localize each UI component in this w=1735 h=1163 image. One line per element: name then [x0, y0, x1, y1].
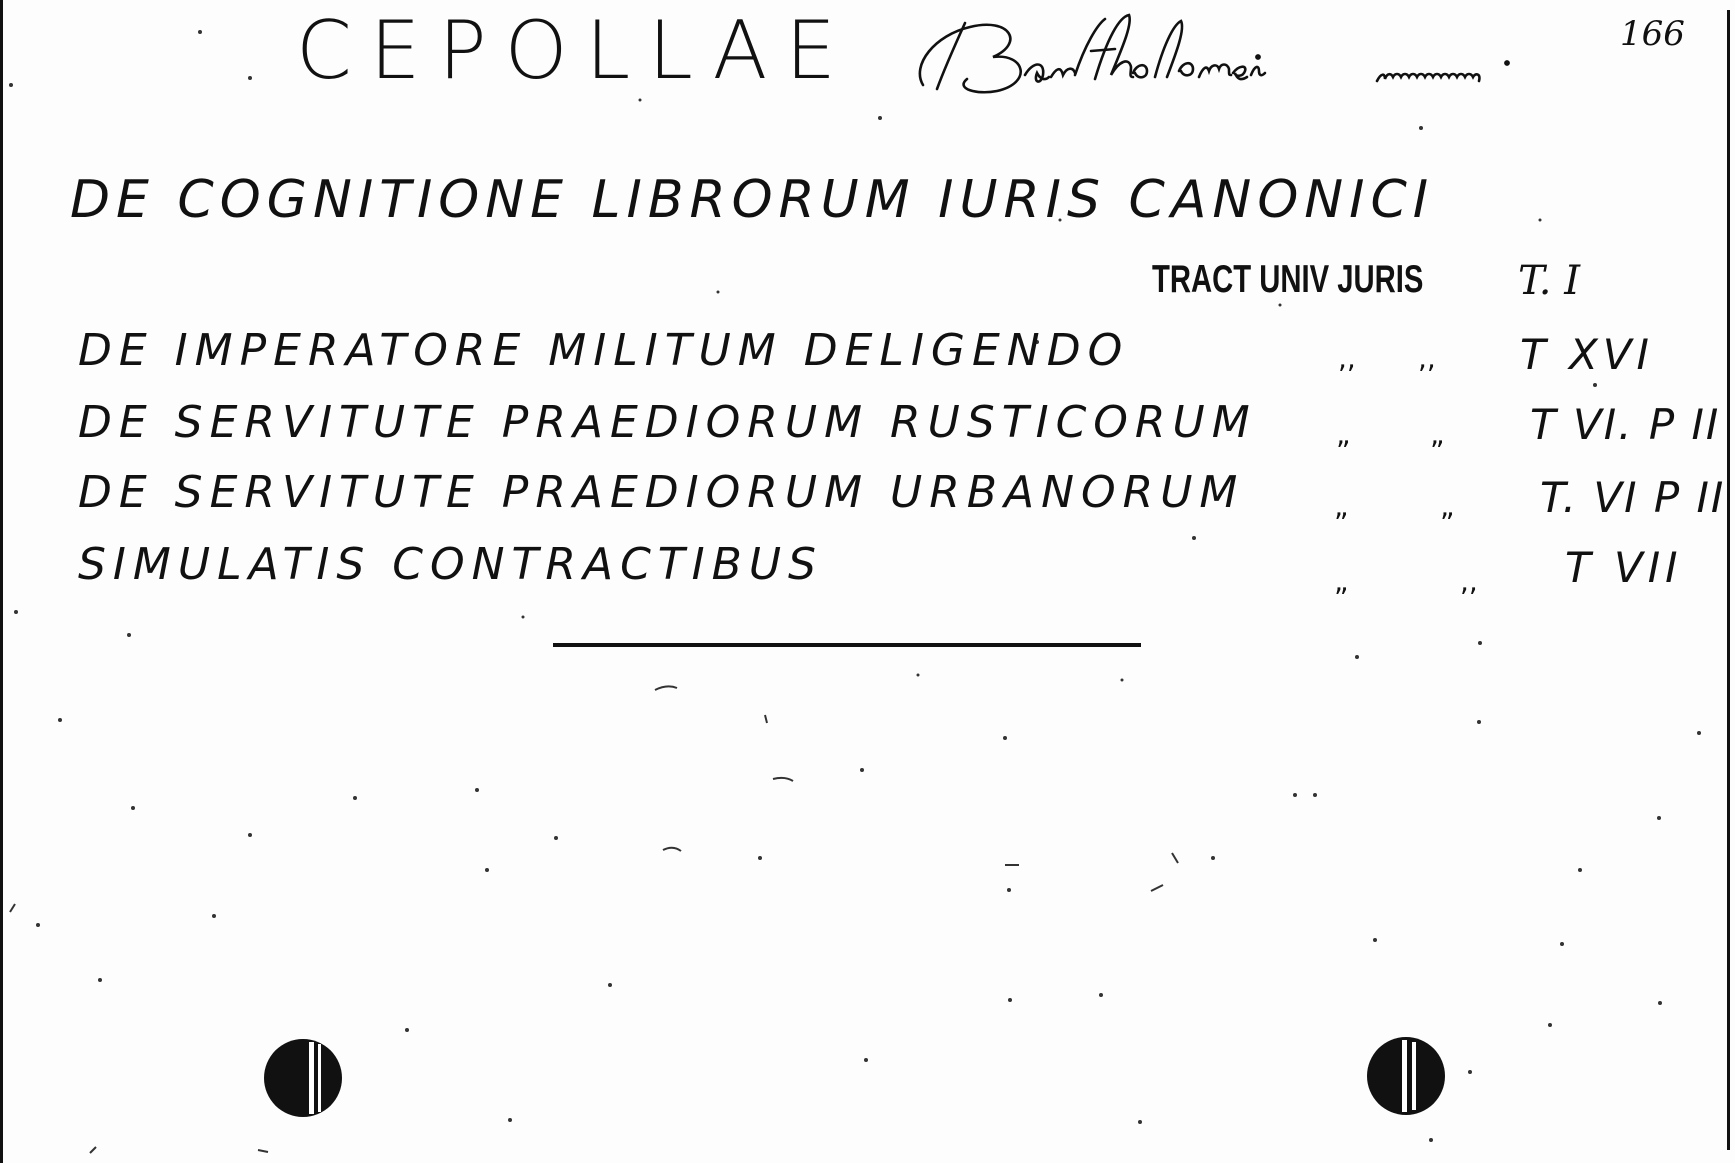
entry-title: DE SERVITUTE PRAEDIORUM URBANORUM: [78, 467, 1245, 518]
entry-volume: T VI. P II: [1530, 400, 1721, 449]
series-volume: T. I: [1518, 258, 1581, 304]
entry-volume: T VII: [1565, 543, 1683, 592]
entry-ditto: „: [1334, 565, 1349, 598]
entry-title: DE SERVITUTE PRAEDIORUM RUSTICORUM: [78, 397, 1257, 448]
entry-title: DE IMPERATORE MILITUM DELIGENDO: [78, 325, 1130, 376]
header-line: DE COGNITIONE LIBRORUM IURIS CANONICI: [70, 170, 1435, 230]
entry-ditto: „: [1334, 490, 1349, 523]
punch-hole-left: [263, 1038, 343, 1118]
punch-hole-right: [1366, 1036, 1446, 1116]
divider-rule: [553, 643, 1141, 647]
handwritten-given-name: [915, 5, 1645, 115]
entry-ditto: „: [1440, 490, 1455, 523]
entry-volume: T. VI P II: [1540, 473, 1726, 522]
entry-title: SIMULATIS CONTRACTIBUS: [78, 539, 823, 590]
entry-ditto: ,,: [1338, 342, 1356, 375]
entry-volume: T XVI: [1520, 330, 1654, 379]
entry-ditto: „: [1430, 418, 1445, 451]
author-surname: CEPOLLAE: [296, 4, 854, 97]
entry-ditto: „: [1336, 418, 1351, 451]
card-number: 166: [1620, 14, 1685, 54]
entry-ditto: ,,: [1418, 342, 1436, 375]
series-name: TRACT UNIV JURIS: [1152, 258, 1424, 301]
entry-ditto: ,,: [1460, 565, 1478, 598]
